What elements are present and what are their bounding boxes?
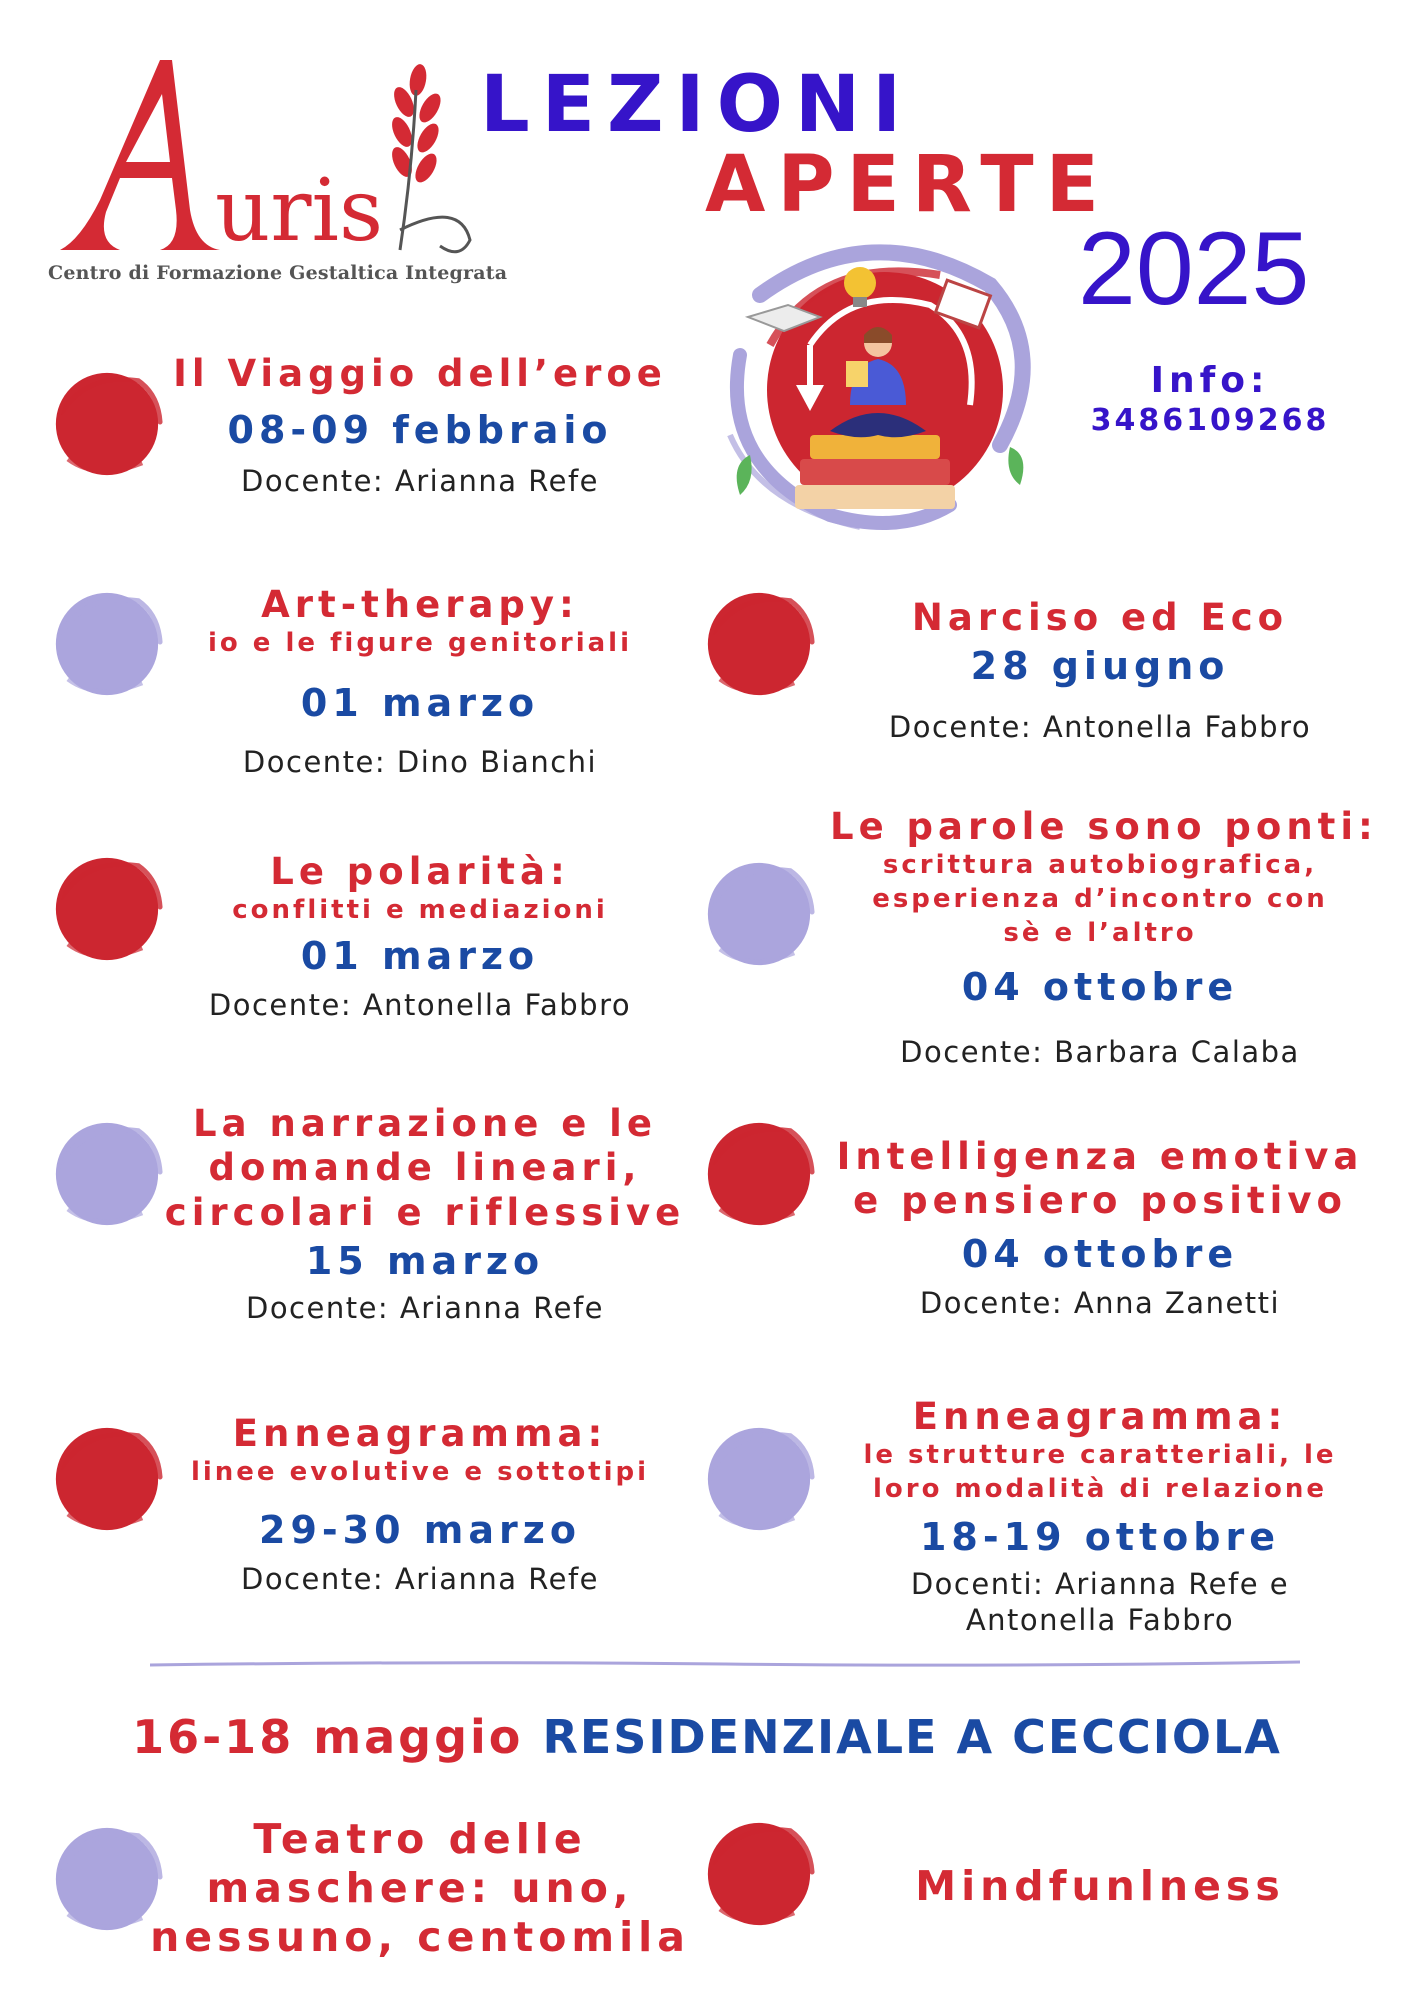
- info-phone: 3486109268: [1090, 403, 1330, 438]
- event-date: 29-30 marzo: [259, 1508, 581, 1553]
- event-teacher: Docente: Antonella Fabbro: [888, 710, 1312, 745]
- residential-heading: [0, 1710, 1414, 1764]
- event-title-line: domande lineari,: [208, 1146, 642, 1190]
- event-enneagramma-linee: [160, 1412, 680, 1596]
- lavender-brush-dot: [700, 855, 818, 973]
- logo-subtitle: Centro di Formazione Gestaltica Integrata: [48, 262, 508, 284]
- event-viaggio-eroe: [160, 352, 680, 498]
- red-brush-dot: [700, 1115, 818, 1233]
- event-title: Enneagramma:: [232, 1412, 608, 1455]
- heading-year: 2025: [1078, 211, 1310, 327]
- heading-lezioni: LEZIONI: [480, 60, 914, 150]
- event-title: Enneagramma:: [912, 1395, 1288, 1438]
- auris-logo-mark: [40, 50, 480, 260]
- event-parole-ponti: [830, 805, 1378, 1069]
- red-brush-dot: [700, 585, 818, 703]
- event-title-line: Intelligenza emotiva: [836, 1135, 1364, 1178]
- event-teacher: Docente: Dino Bianchi: [242, 745, 598, 780]
- event-subtitle-line: sè e l’altro: [1003, 917, 1197, 948]
- event-title: Mindfunlness: [915, 1862, 1285, 1910]
- red-brush-dot: [48, 1420, 166, 1538]
- event-subtitle-line: scrittura autobiografica,: [882, 850, 1318, 881]
- event-narciso-eco: [830, 596, 1370, 744]
- auris-logo: [40, 50, 508, 300]
- lavender-brush-dot: [48, 1820, 166, 1938]
- event-teacher: Docente: Arianna Refe: [240, 464, 600, 499]
- event-date: 18-19 ottobre: [919, 1514, 1281, 1559]
- red-brush-dot: [700, 1815, 818, 1933]
- red-brush-dot: [48, 850, 166, 968]
- event-teacher: Docente: Antonella Fabbro: [208, 988, 632, 1023]
- event-title: Art-therapy:: [261, 583, 579, 626]
- event-teacher: Docente: Anna Zanetti: [919, 1285, 1281, 1320]
- event-title-line: circolari e riflessive: [164, 1190, 686, 1234]
- residential-date: 16-18 maggio: [132, 1710, 524, 1764]
- event-polarita: [160, 850, 680, 1022]
- lavender-brush-dot: [48, 585, 166, 703]
- info-label: Info:: [1150, 360, 1270, 401]
- event-teatro-maschere: [150, 1815, 690, 1963]
- event-subtitle-line: esperienza d’incontro con: [872, 884, 1328, 915]
- event-date: 01 marzo: [300, 934, 540, 979]
- event-teacher: Docente: Arianna Refe: [240, 1562, 600, 1597]
- event-subtitle-line: loro modalità di relazione: [872, 1474, 1327, 1505]
- heading-aperte: APERTE: [705, 140, 1111, 230]
- event-date: 15 marzo: [305, 1239, 545, 1284]
- event-teacher-line: Docenti: Arianna Refe e: [910, 1566, 1290, 1601]
- event-title-line: nessuno, centomila: [150, 1913, 690, 1962]
- event-title-line: e pensiero positivo: [853, 1179, 1347, 1223]
- info-block: [1080, 360, 1340, 438]
- logo-name: uris: [215, 161, 384, 260]
- event-date: 01 marzo: [300, 681, 540, 726]
- event-date: 28 giugno: [970, 644, 1230, 689]
- event-title: Le parole sono ponti:: [830, 805, 1378, 848]
- residential-place: RESIDENZIALE A CECCIOLA: [542, 1710, 1282, 1764]
- event-title: Le polarità:: [270, 850, 570, 893]
- event-teacher: Docente: Arianna Refe: [245, 1291, 605, 1326]
- event-date: 04 ottobre: [961, 964, 1239, 1009]
- event-intelligenza-emotiva: [830, 1135, 1370, 1320]
- event-title-line: maschere: uno,: [206, 1864, 634, 1913]
- event-enneagramma-strutture: [830, 1395, 1370, 1637]
- event-mindfulness: [830, 1862, 1370, 1911]
- event-teacher-line: Antonella Fabbro: [965, 1602, 1235, 1637]
- lavender-brush-dot: [700, 1420, 818, 1538]
- reading-illustration: [700, 235, 1060, 535]
- event-subtitle-line: le strutture caratteriali, le: [863, 1440, 1337, 1471]
- event-title-line: Teatro delle: [253, 1815, 587, 1863]
- event-date: 08-09 febbraio: [227, 408, 613, 453]
- event-title: Il Viaggio dell’eroe: [173, 352, 667, 395]
- lavender-brush-dot: [48, 1115, 166, 1233]
- event-teacher: Docente: Barbara Calaba: [900, 1034, 1300, 1069]
- red-brush-dot: [48, 365, 166, 483]
- event-title: Narciso ed Eco: [911, 596, 1289, 639]
- event-narrazione: [160, 1102, 690, 1325]
- event-subtitle: linee evolutive e sottotipi: [190, 1457, 650, 1488]
- event-subtitle: conflitti e mediazioni: [232, 895, 608, 926]
- event-art-therapy: [160, 583, 680, 779]
- event-title-line: La narrazione e le: [193, 1102, 657, 1145]
- event-date: 04 ottobre: [961, 1231, 1239, 1276]
- event-subtitle: io e le figure genitoriali: [207, 628, 633, 659]
- section-divider: [150, 1660, 1300, 1668]
